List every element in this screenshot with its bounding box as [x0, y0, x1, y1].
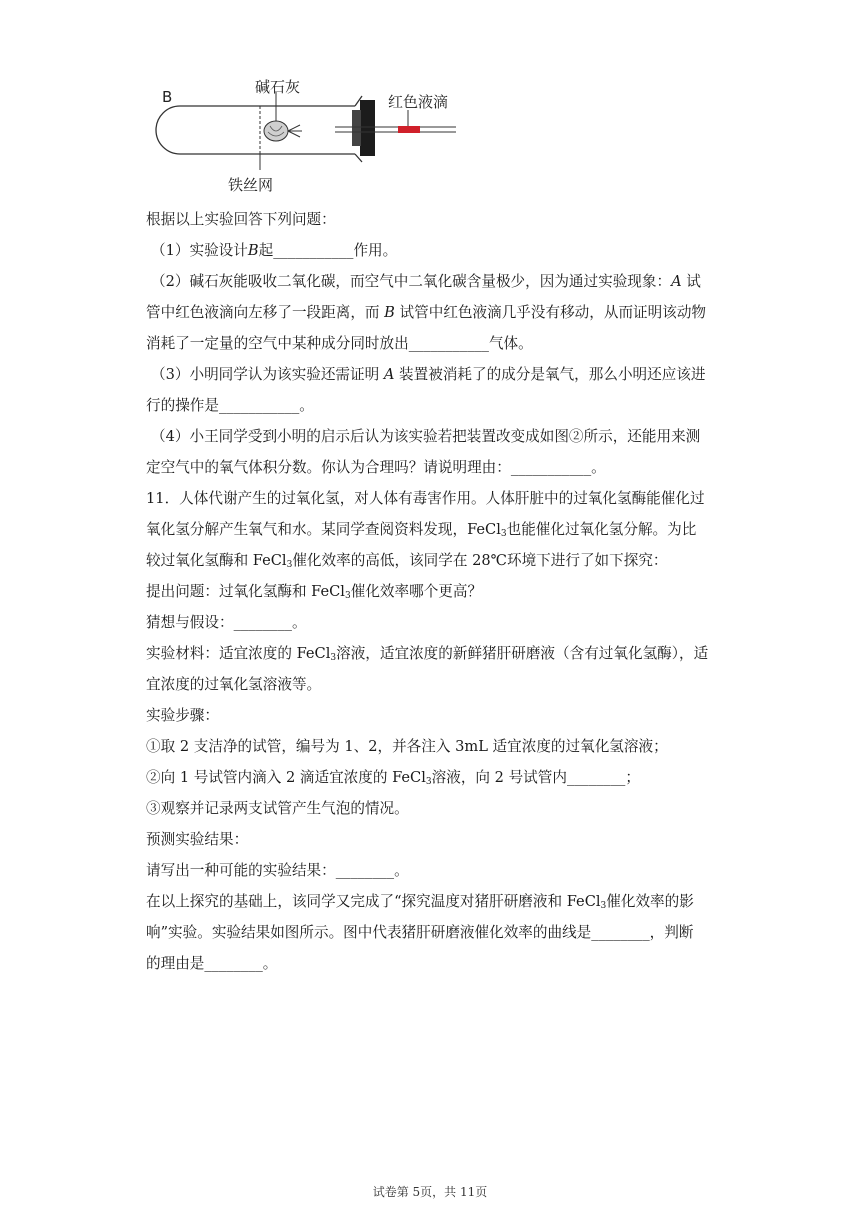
test-tube-diagram — [140, 70, 480, 200]
q3-line-2: 行的操作是___________。 — [146, 397, 314, 414]
step-3: ③观察并记录两支试管产生气泡的情况。 — [146, 800, 409, 817]
rubber-stopper — [360, 100, 375, 156]
final-line-3: 的理由是________。 — [146, 955, 278, 972]
final-line-1: 在以上探究的基础上，该同学又完成了“探究温度对猪肝研磨液和 FeCl$_3$催化效率的影 — [146, 893, 694, 911]
materials-line-2: 宜浓度的过氧化氢溶液等。 — [146, 676, 322, 693]
label-wire-mesh: 铁丝网 — [228, 176, 274, 194]
red-droplet — [398, 126, 420, 133]
p11-line-3: 较过氧化氢酶和 FeCl$_3$催化效率的高低，该同学在 28℃环境下进行了如下探究： — [146, 552, 668, 570]
final-line-2: 响”实验。实验结果如图所示。图中代表猪肝研磨液催化效率的曲线是________，判断 — [146, 924, 694, 941]
apparatus-figure — [140, 70, 480, 200]
predict-line: 请写出一种可能的实验结果：________。 — [146, 862, 409, 879]
intro-line: 根据以上实验回答下列问题： — [146, 211, 336, 228]
q2-line-3: 消耗了一定量的空气中某种成分同时放出___________气体。 — [146, 335, 533, 352]
q2-line-2: 管中红色液滴向左移了一段距离，而 B 试管中红色液滴几乎没有移动，从而证明该动物 — [146, 304, 707, 321]
p11-line-2: 氧化氢分解产生氧气和水。某同学查阅资料发现，FeCl$_3$也能催化过氧化氢分解。为比 — [146, 521, 697, 539]
predict-title: 预测实验结果： — [146, 831, 249, 848]
test-tube-outline — [156, 106, 355, 154]
step-2: ②向 1 号试管内滴入 2 滴适宜浓度的 FeCl$_3$溶液，向 2 号试管内________； — [146, 769, 640, 787]
q4-line-2: 定空气中的氧气体积分数。你认为合理吗？请说明理由：___________。 — [146, 459, 606, 476]
step-1: ①取 2 支洁净的试管，编号为 1、2，并各注入 3mL 适宜浓度的过氧化氢溶液； — [146, 738, 668, 755]
materials-line-1: 实验材料：适宜浓度的 FeCl$_3$溶液，适宜浓度的新鲜猪肝研磨液（含有过氧化氢酶），适 — [146, 645, 709, 663]
question-line: 提出问题：过氧化氢酶和 FeCl$_3$催化效率哪个更高？ — [146, 583, 483, 601]
label-b: B — [162, 88, 173, 106]
p11-line-1: 11．人体代谢产生的过氧化氢，对人体有毒害作用。人体肝脏中的过氧化氢酶能催化过 — [146, 490, 705, 507]
stopper-cap — [352, 110, 361, 146]
page-footer: 试卷第 5页，共 11页 — [372, 1185, 488, 1199]
label-red-drop: 红色液滴 — [388, 93, 449, 111]
q4-line-1: （4）小王同学受到小明的启示后认为该实验若把装置改变成如图②所示，还能用来测 — [151, 428, 701, 445]
label-soda-lime: 碱石灰 — [255, 78, 301, 96]
q1-line: （1）实验设计B起___________作用。 — [151, 242, 398, 259]
question-content — [146, 204, 718, 979]
q3-line-1: （3）小明同学认为该实验还需证明 A 装置被消耗了的成分是氧气，那么小明还应该进 — [151, 366, 706, 383]
steps-title: 实验步骤： — [146, 707, 219, 724]
hypothesis-line: 猜想与假设：________。 — [146, 614, 307, 631]
q2-line-1: （2）碱石灰能吸收二氧化碳，而空气中二氧化碳含量极少，因为通过实验现象：A 试 — [151, 273, 701, 290]
